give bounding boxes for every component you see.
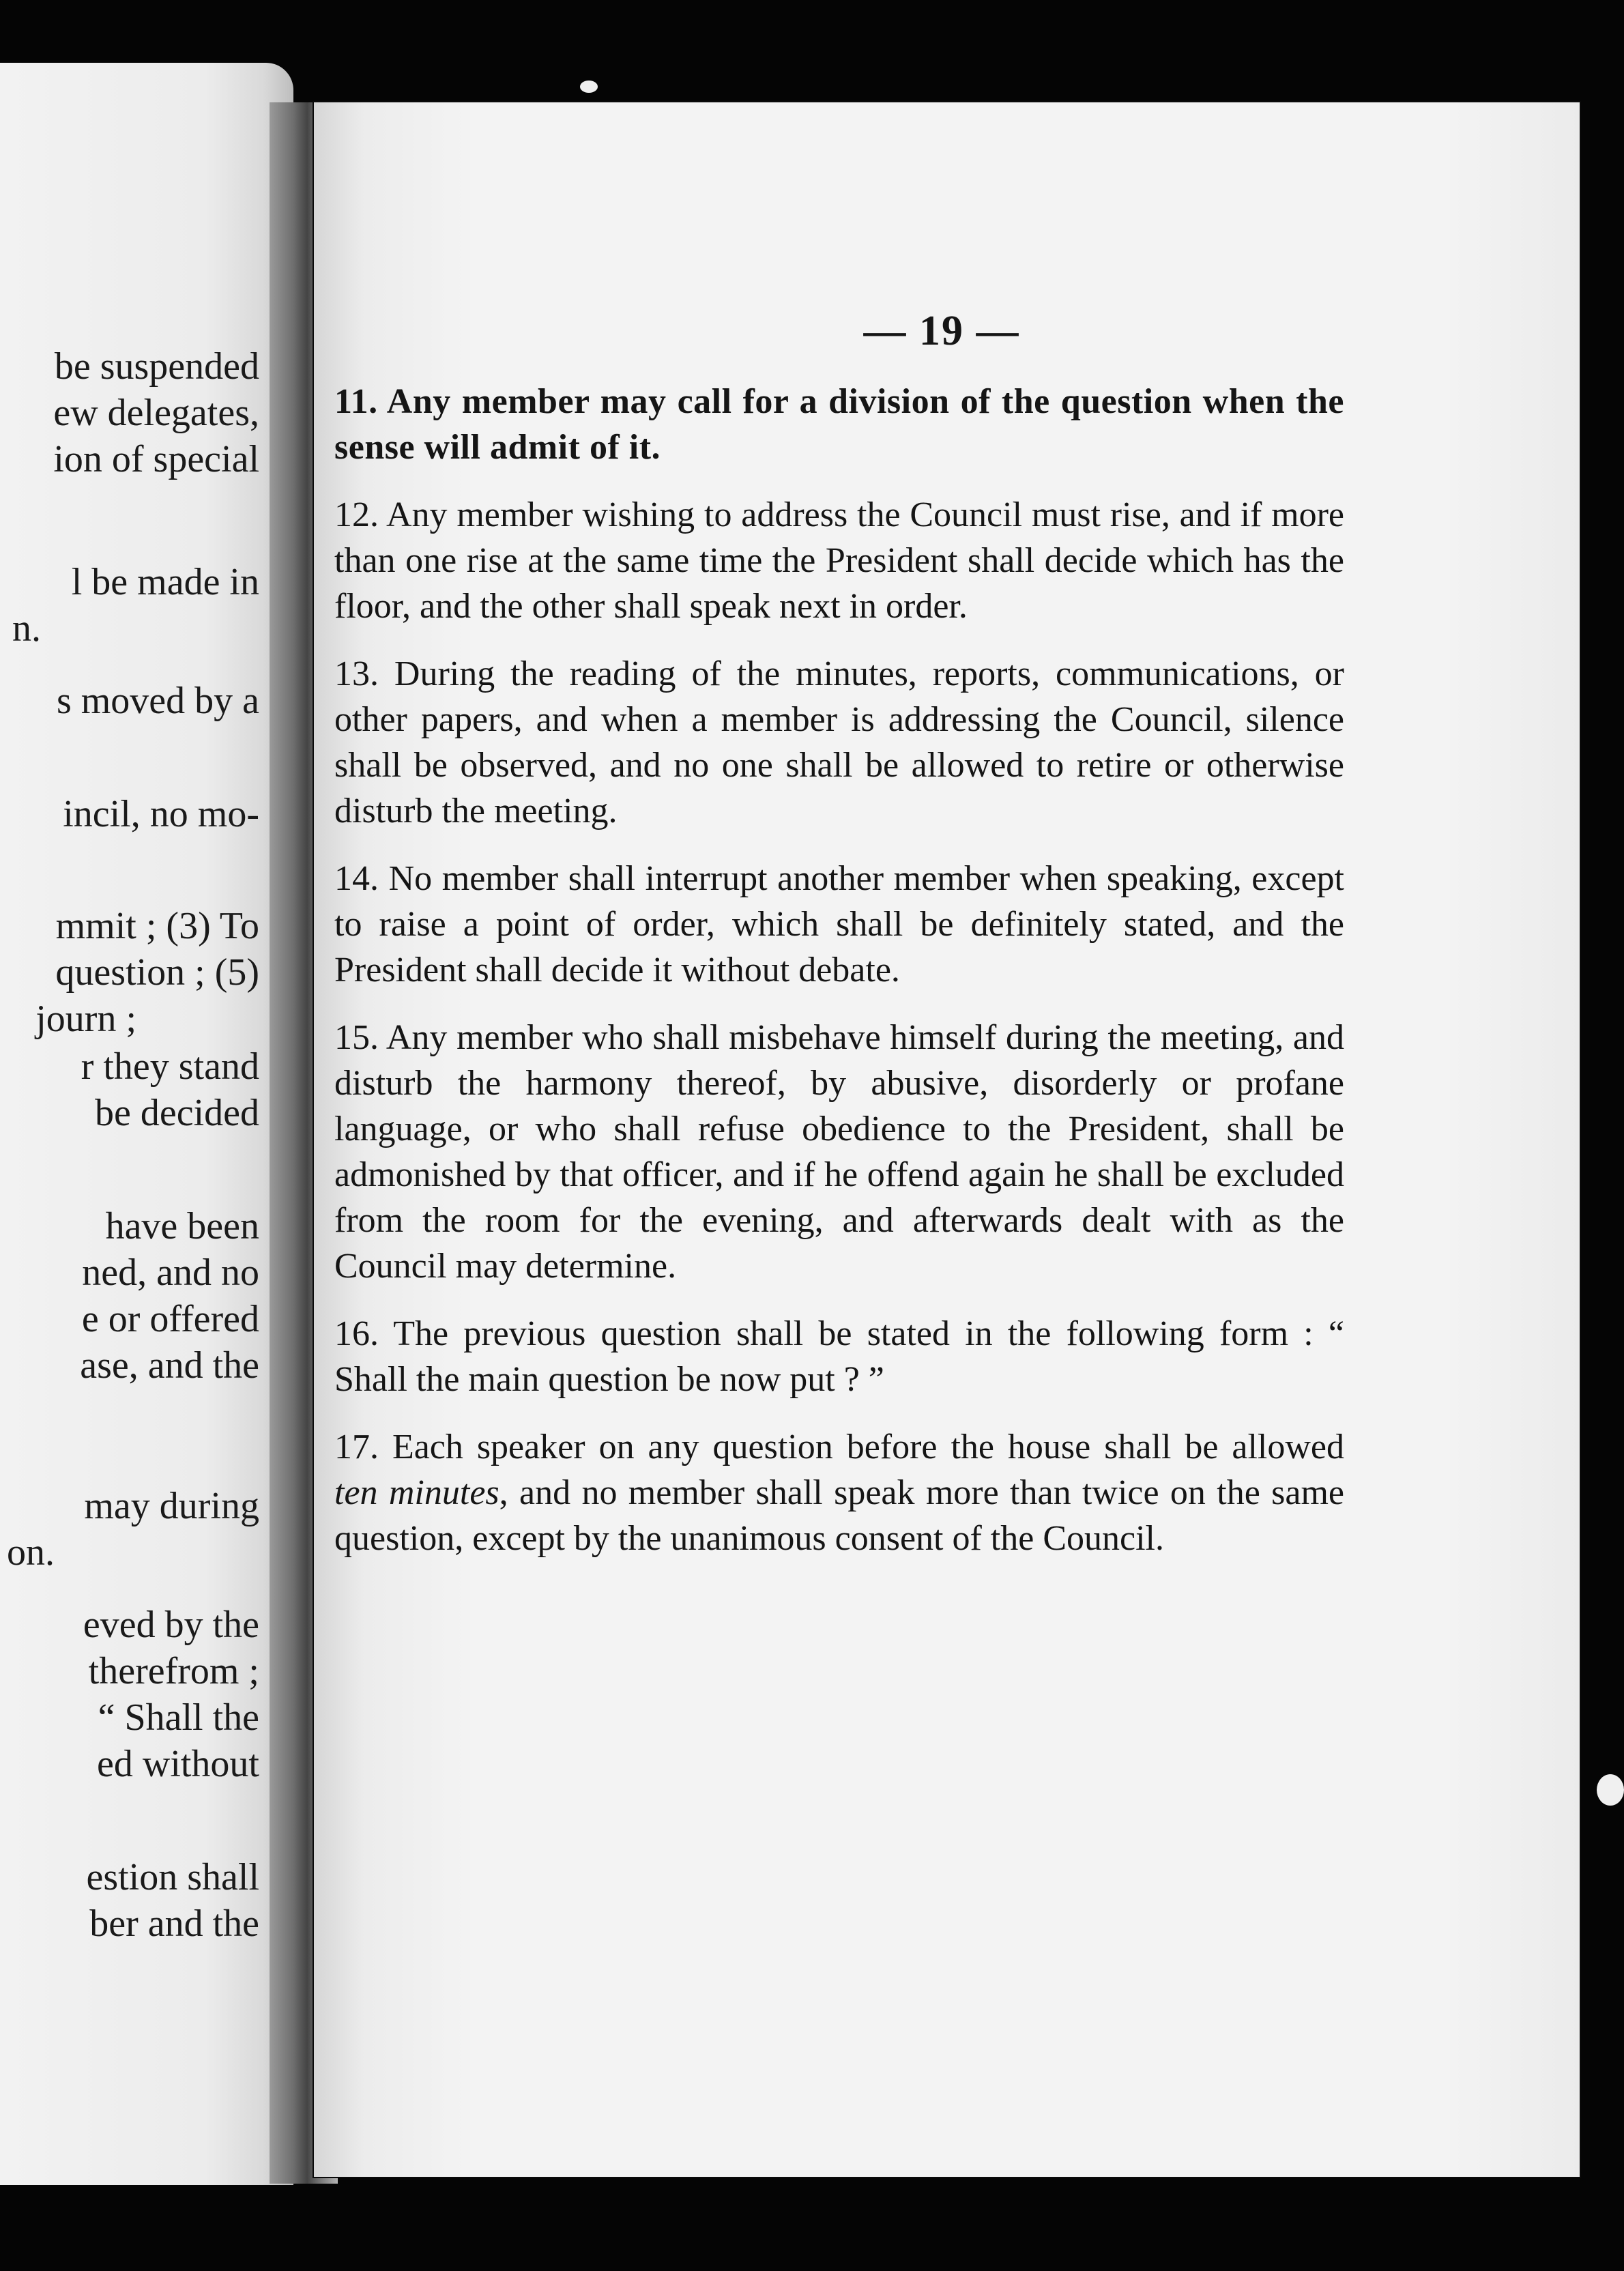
rules-list [334, 379, 1344, 1583]
previous-page-fragment [0, 63, 293, 2185]
left-line: n. [12, 607, 41, 650]
left-line: incil, no mo- [63, 793, 259, 835]
left-line: may during [84, 1485, 259, 1527]
left-line: journ ; [35, 998, 136, 1040]
left-line: “ Shall the [98, 1696, 259, 1739]
rule-13: 13. During the reading of the minutes, reports, communications, or other papers, and when a member is addressing the Council, silence shall be observed, and no one shall be allowed to retire or otherwise disturb the meeting. [334, 654, 1344, 830]
rule-12: 12. Any member wishing to address the Council must rise, and if more than one rise at the same time the President shall decide which has the floor, and the other shall speak next in order. [334, 495, 1344, 626]
left-line: estion shall [86, 1856, 259, 1898]
left-line: ew delegates, [53, 392, 259, 434]
rule-14: 14. No member shall interrupt another member when speaking, except to raise a point of order, which shall be definitely stated, and the President shall decide it without debate. [334, 859, 1344, 989]
rule-17-italic-phrase: ten minutes [334, 1473, 499, 1512]
left-line: ion of special [53, 438, 259, 480]
left-line: e or offered [81, 1298, 259, 1340]
left-line: ase, and the [80, 1344, 259, 1387]
rule-11: 11. Any member may call for a division of the question when the sense will admit of it. [334, 382, 1344, 467]
left-line: mmit ; (3) To [55, 905, 259, 947]
left-line: ber and the [89, 1903, 259, 1945]
page-number: — 19 — [863, 308, 1020, 354]
left-line: question ; (5) [55, 951, 259, 994]
page-19 [314, 102, 1580, 2177]
rule-17 [334, 1424, 1344, 1561]
left-line: s moved by a [56, 680, 259, 722]
left-line: have been [105, 1205, 259, 1247]
left-line: be decided [95, 1092, 259, 1134]
left-line: eved by the [83, 1604, 259, 1646]
left-line: on. [7, 1531, 55, 1574]
rule-16: 16. The previous question shall be stated in the following form : “ Shall the main question be now put ? ” [334, 1314, 1344, 1399]
left-line: r they stand [81, 1045, 259, 1088]
left-line: ned, and no [82, 1252, 259, 1294]
left-line: therefrom ; [88, 1650, 259, 1692]
dust-speck [580, 81, 598, 93]
rule-17-text-end: , and no member shall speak more than twice on the same question, except by the unanimous consent of the Council. [334, 1473, 1344, 1558]
left-line: be suspended [54, 345, 259, 388]
left-line: ed without [97, 1743, 259, 1785]
rule-15: 15. Any member who shall misbehave himself during the meeting, and disturb the harmony thereof, by abusive, disorderly or profane language, or who shall refuse obedience to the President, shall be admonished by that officer, and if he offend again he shall be excluded from the room for the evening, and afterwards dealt with as the Council may determine. [334, 1018, 1344, 1286]
dust-speck [1597, 1774, 1624, 1806]
rule-17-text-start: 17. Each speaker on any question before the house shall be allowed [334, 1428, 1344, 1466]
left-line: l be made in [71, 561, 259, 603]
